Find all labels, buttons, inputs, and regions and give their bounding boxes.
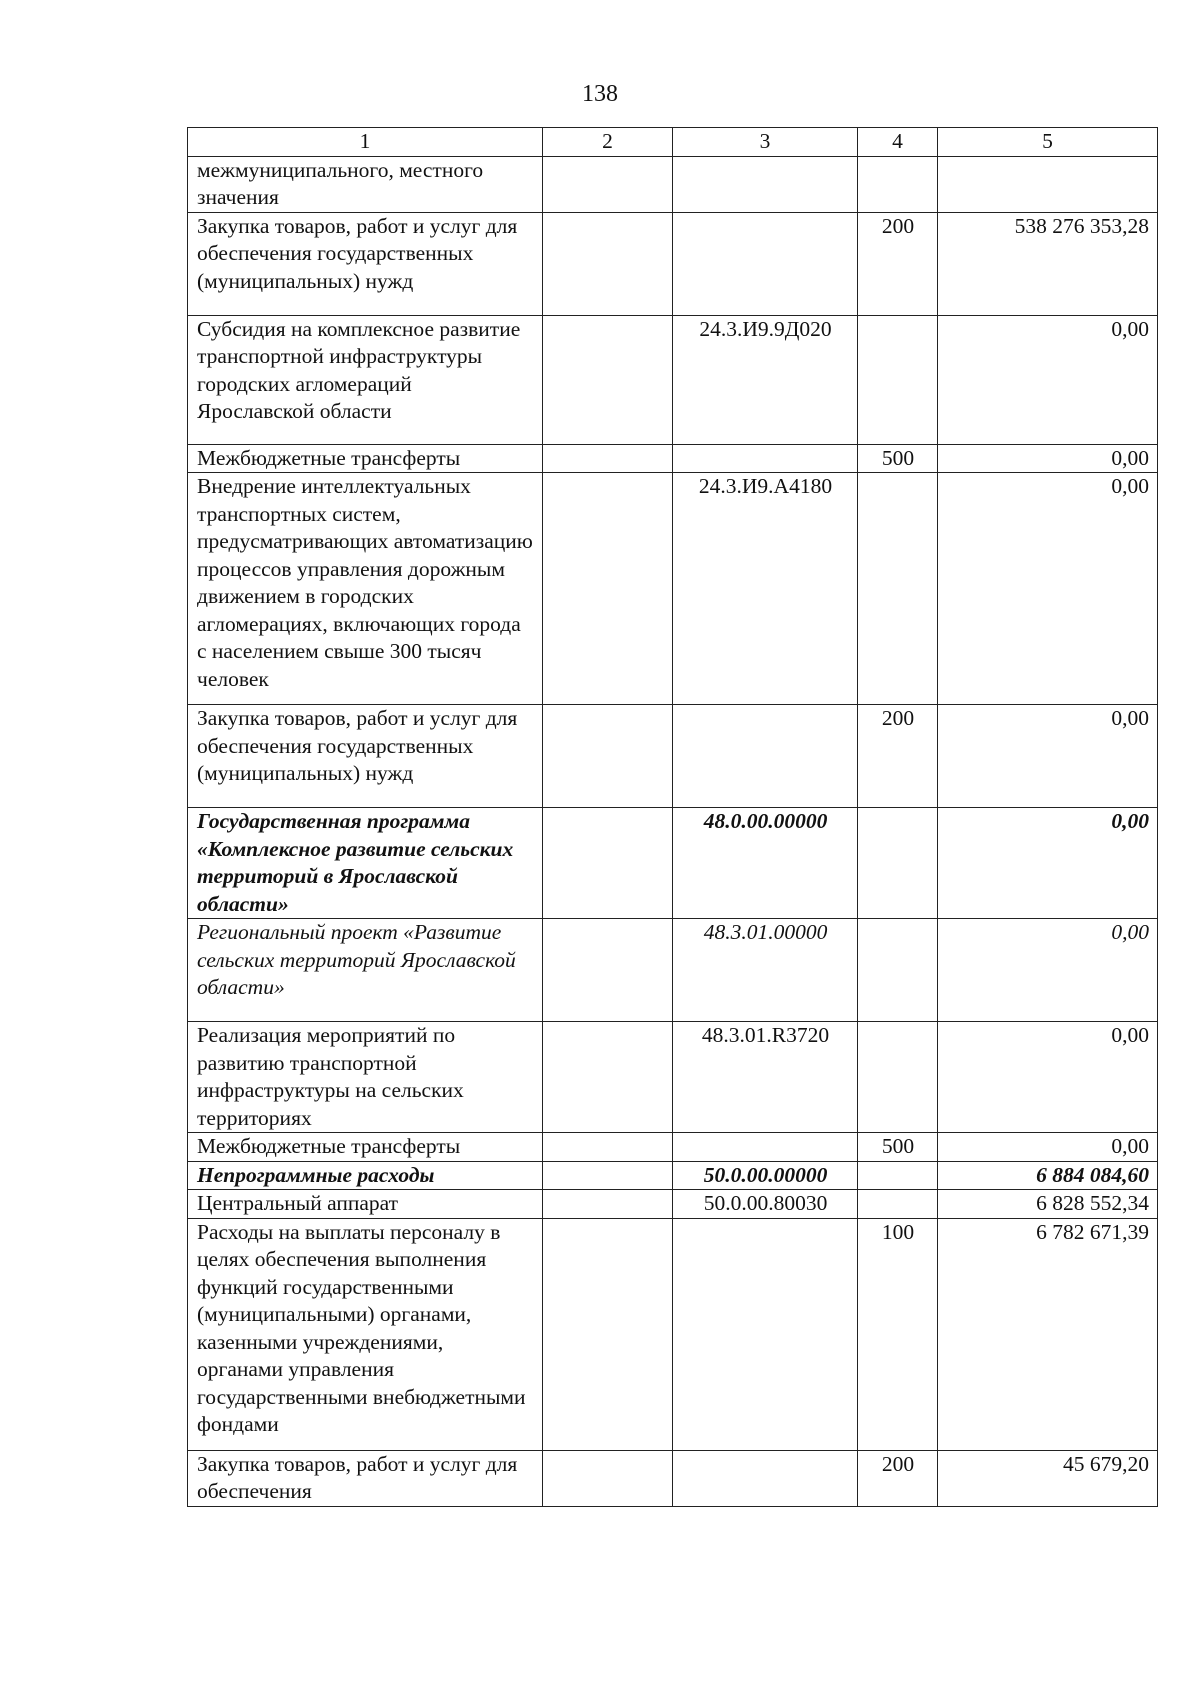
row-code-cell: 50.0.00.80030: [673, 1190, 858, 1219]
row-name-cell: Закупка товаров, работ и услуг для обеспечения государственных (муниципальных) нужд: [188, 705, 543, 808]
row-code-cell: [673, 1133, 858, 1162]
table-row: [188, 315, 1158, 444]
row-kvr-cell: [858, 1161, 938, 1190]
row-code-cell: 24.3.И9.9Д020: [673, 315, 858, 444]
row-code-cell: 48.3.01.R3720: [673, 1022, 858, 1133]
row-code-cell: [673, 1450, 858, 1506]
row-name-cell: Закупка товаров, работ и услуг для обеспечения: [188, 1450, 543, 1506]
row-sum-cell: 6 884 084,60: [938, 1161, 1158, 1190]
row-col2-cell: [543, 808, 673, 919]
row-sum-cell: 538 276 353,28: [938, 212, 1158, 315]
table-row: [188, 212, 1158, 315]
table-row: [188, 1022, 1158, 1133]
row-code-cell: [673, 156, 858, 212]
row-code-cell: 48.0.00.00000: [673, 808, 858, 919]
row-code-cell: 24.3.И9.А4180: [673, 473, 858, 705]
table-body: [188, 156, 1158, 1506]
row-sum-cell: 0,00: [938, 1133, 1158, 1162]
row-col2-cell: [543, 212, 673, 315]
row-col2-cell: [543, 1161, 673, 1190]
row-name-cell: Субсидия на комплексное развитие транспортной инфраструктуры городских агломераций Ярославской области: [188, 315, 543, 444]
row-code-cell: [673, 705, 858, 808]
row-col2-cell: [543, 919, 673, 1022]
table-row: [188, 1133, 1158, 1162]
row-code-cell: [673, 212, 858, 315]
row-kvr-cell: [858, 919, 938, 1022]
row-sum-cell: 0,00: [938, 1022, 1158, 1133]
row-col2-cell: [543, 1218, 673, 1450]
row-name-cell: Государственная программа «Комплексное развитие сельских территорий в Ярославской области»: [188, 808, 543, 919]
table-row: [188, 808, 1158, 919]
header-col-2: 2: [543, 128, 673, 157]
row-sum-cell: [938, 156, 1158, 212]
row-col2-cell: [543, 1190, 673, 1219]
table-row: [188, 1190, 1158, 1219]
row-name-cell: Расходы на выплаты персоналу в целях обеспечения выполнения функций государственными (муниципальными) органами, казенными учреждениями, органами управления государственными внебюджетными фондами: [188, 1218, 543, 1450]
row-kvr-cell: 200: [858, 212, 938, 315]
table-row: [188, 156, 1158, 212]
row-sum-cell: 6 828 552,34: [938, 1190, 1158, 1219]
table-row: [188, 1218, 1158, 1450]
header-col-1: 1: [188, 128, 543, 157]
row-code-cell: 48.3.01.00000: [673, 919, 858, 1022]
table-row: [188, 1450, 1158, 1506]
page-number: 138: [582, 81, 618, 107]
row-kvr-cell: [858, 315, 938, 444]
row-col2-cell: [543, 156, 673, 212]
row-sum-cell: 0,00: [938, 315, 1158, 444]
row-kvr-cell: 500: [858, 1133, 938, 1162]
row-sum-cell: 0,00: [938, 705, 1158, 808]
row-kvr-cell: 200: [858, 1450, 938, 1506]
row-col2-cell: [543, 1450, 673, 1506]
row-sum-cell: 0,00: [938, 919, 1158, 1022]
row-sum-cell: 45 679,20: [938, 1450, 1158, 1506]
header-row: [188, 128, 1158, 157]
table-row: [188, 919, 1158, 1022]
row-col2-cell: [543, 444, 673, 473]
table-header: [188, 128, 1158, 157]
budget-table: [187, 127, 1158, 1507]
row-name-cell: Центральный аппарат: [188, 1190, 543, 1219]
table-row: [188, 705, 1158, 808]
row-code-cell: [673, 444, 858, 473]
header-col-3: 3: [673, 128, 858, 157]
row-kvr-cell: [858, 156, 938, 212]
row-code-cell: [673, 1218, 858, 1450]
row-sum-cell: 0,00: [938, 808, 1158, 919]
row-kvr-cell: 100: [858, 1218, 938, 1450]
row-code-cell: 50.0.00.00000: [673, 1161, 858, 1190]
header-col-5: 5: [938, 128, 1158, 157]
row-kvr-cell: [858, 808, 938, 919]
header-col-4: 4: [858, 128, 938, 157]
row-name-cell: межмуниципального, местного значения: [188, 156, 543, 212]
row-col2-cell: [543, 705, 673, 808]
row-name-cell: Реализация мероприятий по развитию транспортной инфраструктуры на сельских территориях: [188, 1022, 543, 1133]
row-name-cell: Внедрение интеллектуальных транспортных систем, предусматривающих автоматизацию процессов управления дорожным движением в городских агломерациях, включающих города с населением свыше 300 тысяч человек: [188, 473, 543, 705]
row-sum-cell: 0,00: [938, 473, 1158, 705]
row-kvr-cell: [858, 1022, 938, 1133]
row-col2-cell: [543, 315, 673, 444]
row-col2-cell: [543, 473, 673, 705]
row-name-cell: Региональный проект «Развитие сельских территорий Ярославской области»: [188, 919, 543, 1022]
row-name-cell: Закупка товаров, работ и услуг для обеспечения государственных (муниципальных) нужд: [188, 212, 543, 315]
row-kvr-cell: [858, 473, 938, 705]
table-row: [188, 1161, 1158, 1190]
row-name-cell: Непрограммные расходы: [188, 1161, 543, 1190]
table-row: [188, 444, 1158, 473]
row-kvr-cell: 200: [858, 705, 938, 808]
row-sum-cell: 6 782 671,39: [938, 1218, 1158, 1450]
row-col2-cell: [543, 1022, 673, 1133]
row-name-cell: Межбюджетные трансферты: [188, 444, 543, 473]
row-kvr-cell: 500: [858, 444, 938, 473]
table-row: [188, 473, 1158, 705]
row-kvr-cell: [858, 1190, 938, 1219]
row-sum-cell: 0,00: [938, 444, 1158, 473]
row-col2-cell: [543, 1133, 673, 1162]
row-name-cell: Межбюджетные трансферты: [188, 1133, 543, 1162]
